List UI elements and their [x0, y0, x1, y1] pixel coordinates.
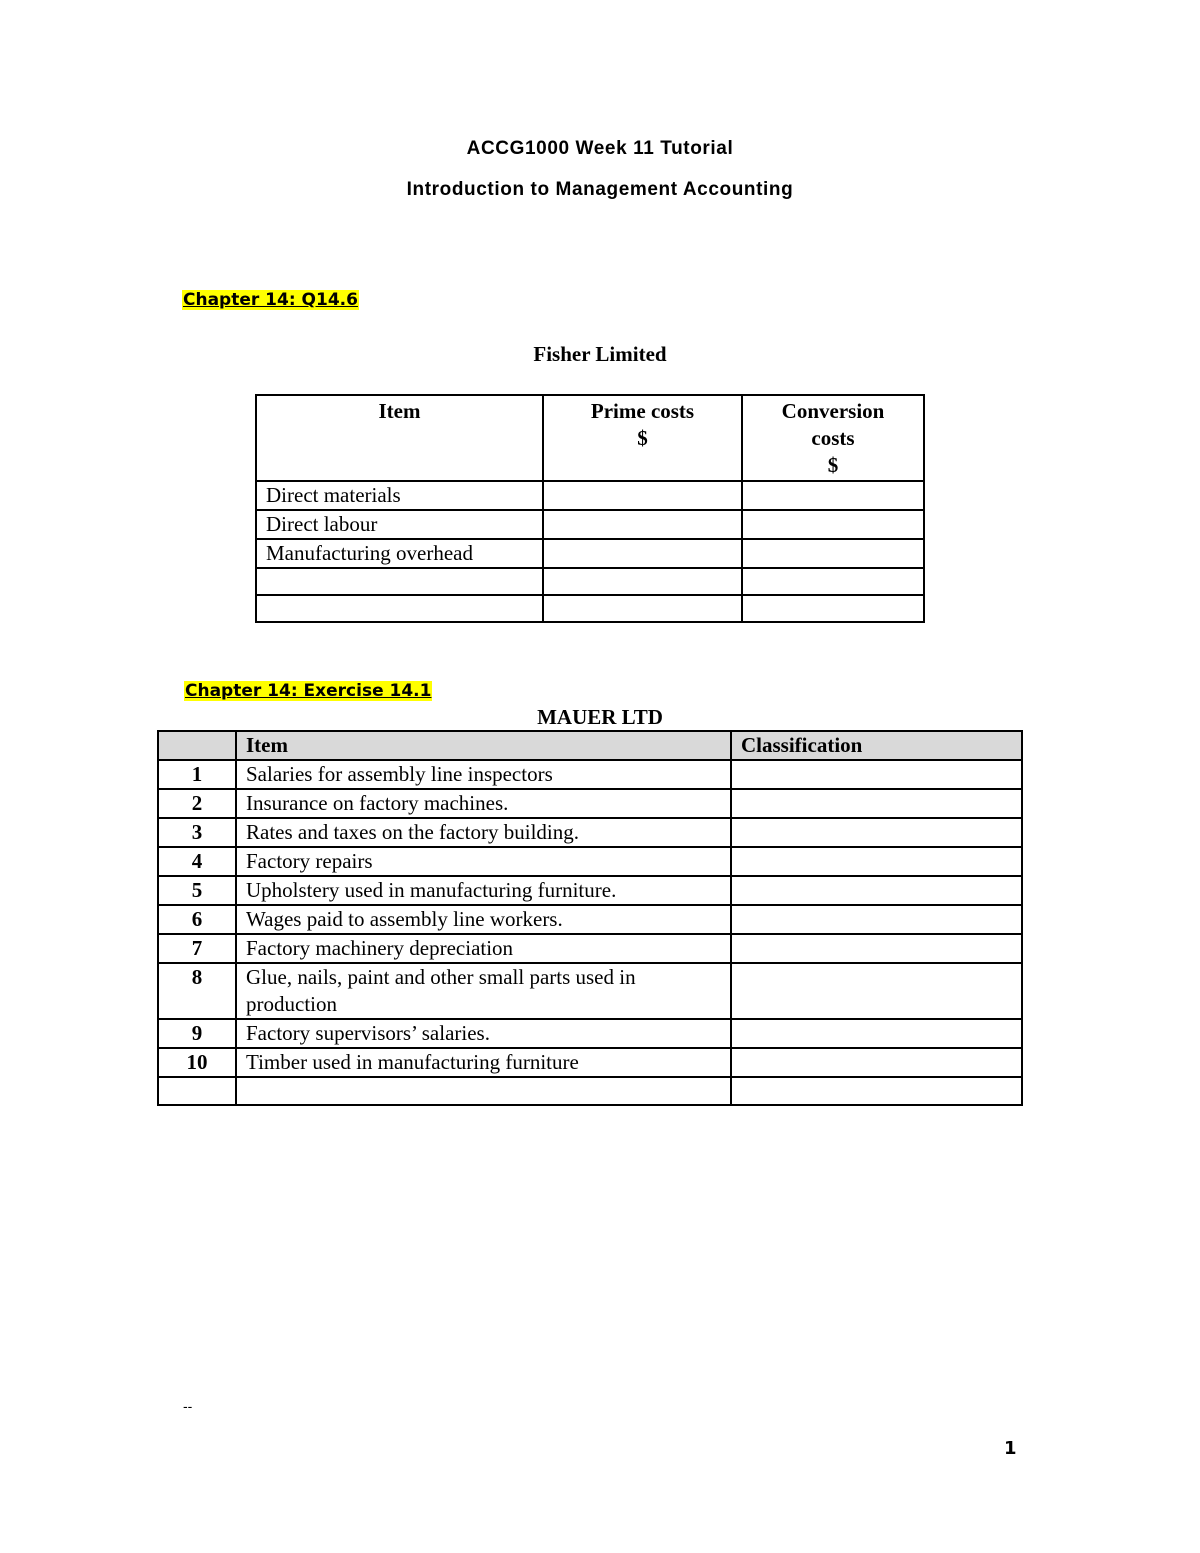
- table-row: [256, 510, 924, 539]
- header-item: Item: [256, 395, 543, 481]
- conversion-cost-cell[interactable]: [742, 510, 924, 539]
- row-number: 4: [158, 847, 236, 876]
- classification-cell[interactable]: [731, 1077, 1022, 1105]
- table-row: [158, 905, 1022, 934]
- table-row: [158, 760, 1022, 789]
- table-row: [158, 1048, 1022, 1077]
- row-number: 3: [158, 818, 236, 847]
- row-item: Factory supervisors’ salaries.: [236, 1019, 731, 1048]
- conversion-cost-cell[interactable]: [742, 481, 924, 510]
- row-item[interactable]: [236, 1077, 731, 1105]
- prime-conversion-costs-table: [255, 394, 925, 623]
- header-prime-costs: Prime costs $: [543, 395, 742, 481]
- row-number: 2: [158, 789, 236, 818]
- header-conversion-costs: Conversion costs $: [742, 395, 924, 481]
- page-number: 1: [1004, 1438, 1017, 1459]
- row-item[interactable]: [256, 568, 543, 595]
- table-header-row: [256, 395, 924, 481]
- table-row: [158, 789, 1022, 818]
- prime-cost-cell[interactable]: [543, 595, 742, 622]
- chapter-heading-exercise-14-1: Chapter 14: Exercise 14.1: [185, 681, 432, 701]
- header-item: Item: [236, 731, 731, 760]
- table-row: [158, 934, 1022, 963]
- classification-cell[interactable]: [731, 905, 1022, 934]
- row-number: 9: [158, 1019, 236, 1048]
- header-classification: Classification: [731, 731, 1022, 760]
- row-item: Insurance on factory machines.: [236, 789, 731, 818]
- row-item: Factory machinery depreciation: [236, 934, 731, 963]
- row-number: [158, 1077, 236, 1105]
- table-row: [256, 595, 924, 622]
- row-number: 5: [158, 876, 236, 905]
- conversion-cost-cell[interactable]: [742, 568, 924, 595]
- table-row: [256, 568, 924, 595]
- prime-cost-cell[interactable]: [543, 568, 742, 595]
- conversion-cost-cell[interactable]: [742, 595, 924, 622]
- table-row: [256, 481, 924, 510]
- footnote-mark: --: [183, 1398, 193, 1414]
- row-number: 8: [158, 963, 236, 1019]
- row-item: Manufacturing overhead: [256, 539, 543, 568]
- table-row: [256, 539, 924, 568]
- company-name-fisher: Fisher Limited: [533, 342, 667, 366]
- row-number: 7: [158, 934, 236, 963]
- classification-cell[interactable]: [731, 789, 1022, 818]
- prime-cost-cell[interactable]: [543, 481, 742, 510]
- header-number: [158, 731, 236, 760]
- document-title: ACCG1000 Week 11 Tutorial: [466, 138, 734, 159]
- classification-cell[interactable]: [731, 847, 1022, 876]
- row-number: 1: [158, 760, 236, 789]
- classification-cell[interactable]: [731, 876, 1022, 905]
- row-item: Wages paid to assembly line workers.: [236, 905, 731, 934]
- table-row: [158, 963, 1022, 1019]
- prime-cost-cell[interactable]: [543, 539, 742, 568]
- row-item: Upholstery used in manufacturing furniture.: [236, 876, 731, 905]
- row-number: 6: [158, 905, 236, 934]
- company-name-mauer: MAUER LTD: [537, 705, 663, 729]
- row-item[interactable]: [256, 595, 543, 622]
- classification-cell[interactable]: [731, 934, 1022, 963]
- classification-cell[interactable]: [731, 1048, 1022, 1077]
- row-item: Glue, nails, paint and other small parts used in production: [236, 963, 731, 1019]
- classification-cell[interactable]: [731, 760, 1022, 789]
- chapter-heading-q14-6: Chapter 14: Q14.6: [183, 290, 358, 310]
- row-item: Direct labour: [256, 510, 543, 539]
- table-row: [158, 847, 1022, 876]
- row-item: Salaries for assembly line inspectors: [236, 760, 731, 789]
- document-subtitle: Introduction to Management Accounting: [406, 179, 794, 200]
- row-number: 10: [158, 1048, 236, 1077]
- classification-cell[interactable]: [731, 1019, 1022, 1048]
- table-row: [158, 876, 1022, 905]
- prime-cost-cell[interactable]: [543, 510, 742, 539]
- row-item: Direct materials: [256, 481, 543, 510]
- classification-cell[interactable]: [731, 818, 1022, 847]
- classification-cell[interactable]: [731, 963, 1022, 1019]
- cost-classification-table: [157, 730, 1023, 1106]
- table-row: [158, 1077, 1022, 1105]
- row-item: Rates and taxes on the factory building.: [236, 818, 731, 847]
- row-item: Timber used in manufacturing furniture: [236, 1048, 731, 1077]
- table-header-row: [158, 731, 1022, 760]
- conversion-cost-cell[interactable]: [742, 539, 924, 568]
- table-row: [158, 1019, 1022, 1048]
- table-row: [158, 818, 1022, 847]
- row-item: Factory repairs: [236, 847, 731, 876]
